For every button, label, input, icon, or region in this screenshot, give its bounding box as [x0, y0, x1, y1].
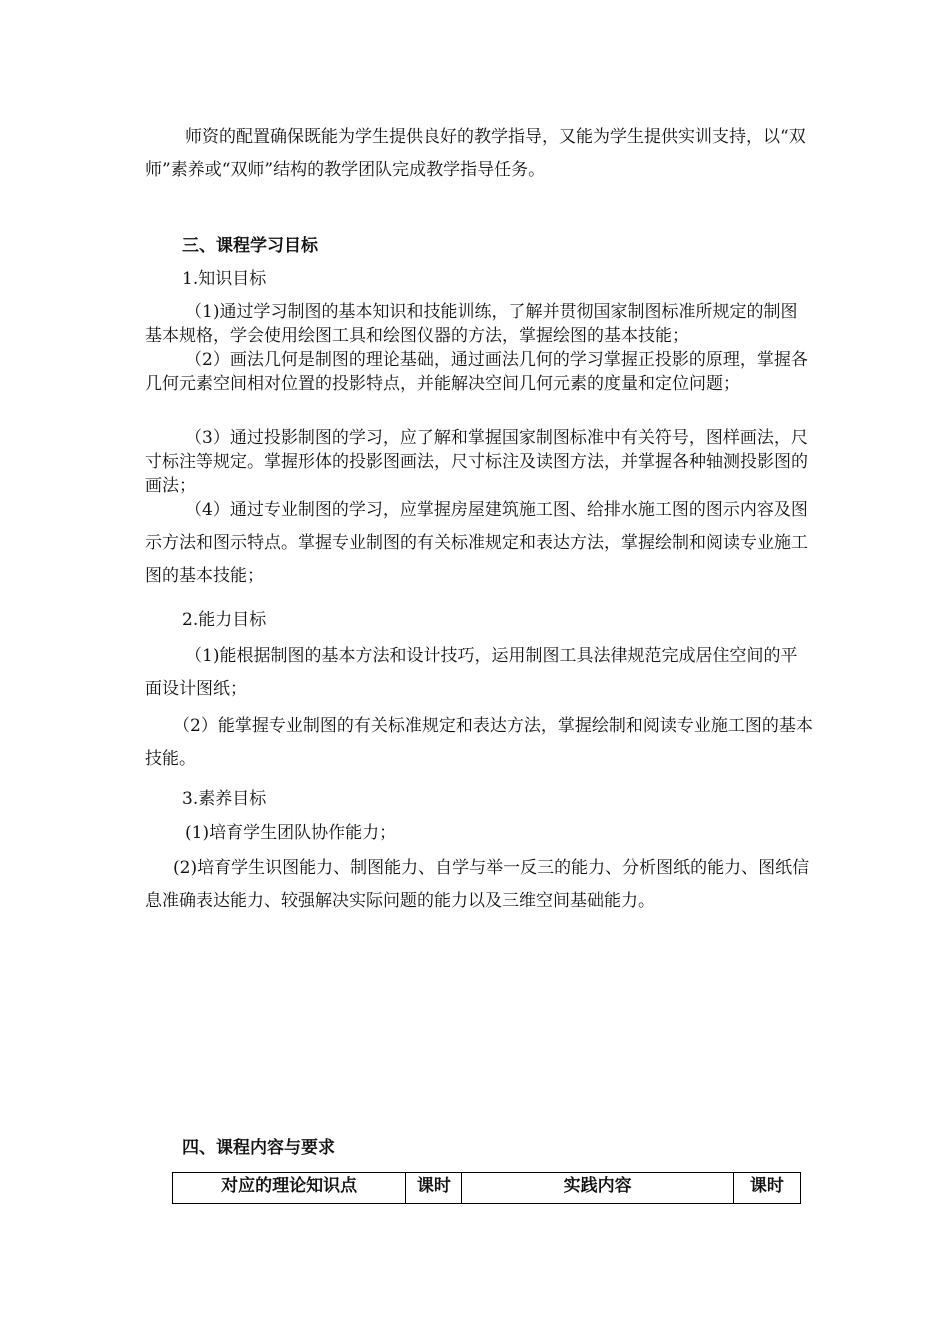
ability-item-2: （2）能掌握专业制图的有关标准规定和表达方法，掌握绘制和阅读专业施工图的基本技能。 [145, 716, 813, 769]
table-header-row [173, 1173, 801, 1204]
course-content-table [172, 1172, 801, 1204]
knowledge-goal-title: 1.知识目标 [182, 269, 267, 289]
header-hours-practice: 课时 [733, 1173, 800, 1204]
section-3-heading: 三、课程学习目标 [182, 236, 318, 256]
section-4-heading: 四、课程内容与要求 [182, 1138, 335, 1158]
knowledge-item-1: （1)通过学习制图的基本知识和技能训练，了解并贯彻国家制图标准所规定的制图基本规格，学会使用绘图工具和绘图仪器的方法，掌握绘图的基本技能； [145, 302, 798, 346]
header-theory-points: 对应的理论知识点 [173, 1173, 406, 1204]
quality-item-2: (2)培育学生识图能力、制图能力、自学与举一反三的能力、分析图纸的能力、图纸信息准确表达能力、较强解决实际问题的能力以及三维空间基础能力。 [145, 858, 810, 911]
header-hours-theory: 课时 [406, 1173, 462, 1204]
ability-goal-title: 2.能力目标 [182, 610, 267, 630]
ability-item-1: （1)能根据制图的基本方法和设计技巧，运用制图工具法律规范完成居住空间的平面设计图纸； [145, 646, 798, 699]
quality-goal-title: 3.素养目标 [182, 789, 267, 809]
quality-item-1: (1)培育学生团队协作能力； [185, 823, 397, 843]
intro-paragraph: 师资的配置确保既能为学生提供良好的教学指导，又能为学生提供实训支持，以“双师”素养或“双师”结构的教学团队完成教学指导任务。 [145, 127, 806, 180]
knowledge-item-4: （4）通过专业制图的学习，应掌握房屋建筑施工图、给排水施工图的图示内容及图示方法和图示特点。掌握专业制图的有关标准规定和表达方法，掌握绘制和阅读专业施工图的基本技能； [145, 500, 808, 586]
knowledge-item-2: （2）画法几何是制图的理论基础，通过画法几何的学习掌握正投影的原理，掌握各几何元素空间相对位置的投影特点，并能解决空间几何元素的度量和定位问题； [145, 350, 808, 394]
header-practice-content: 实践内容 [462, 1173, 733, 1204]
knowledge-item-3: （3）通过投影制图的学习，应了解和掌握国家制图标准中有关符号，图样画法，尺寸标注等规定。掌握形体的投影图画法，尺寸标注及读图方法，并掌握各种轴测投影图的画法； [145, 428, 808, 496]
